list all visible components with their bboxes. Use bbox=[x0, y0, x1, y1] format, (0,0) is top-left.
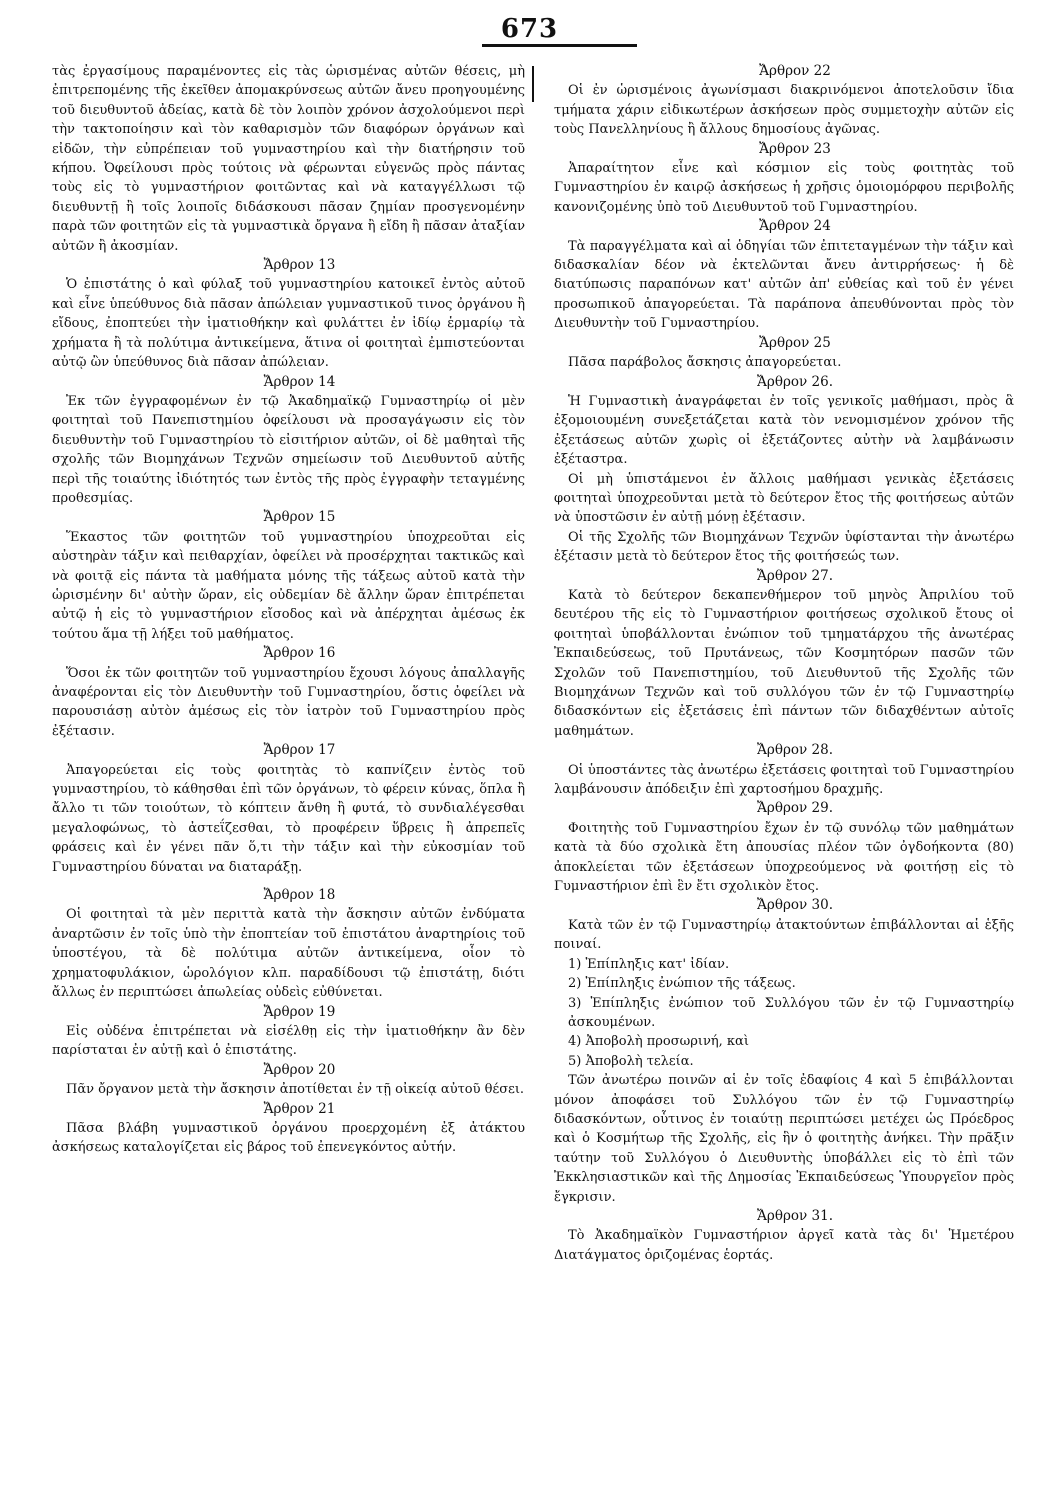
article-paragraph: Ὁ ἐπιστάτης ὁ καὶ φύλαξ τοῦ γυμναστηρίου κατοικεῖ ἐντὸς αὐτοῦ καὶ εἶνε ὑπεύθυνος διὰ πᾶσαν ἀπώλειαν γυμναστικοῦ τινος ὀργάνου ἢ εἴδους, ἐποπτεύει τὴν ἱματιοθήκην καὶ φυλάττει ἐν ἰδίῳ ἑρμαρίῳ τὰ χρήματα ἢ τὰ πολύτιμα ἀντικείμενα, ἅτινα οἱ φοιτηταὶ ἐμπιστεύονται αὐτῷ ὢν ὑπεύθυνος διὰ πᾶσαν ἀπώλειαν. bbox=[52, 277, 525, 371]
penalty-list-item: 3) Ἐπίπληξις ἐνώπιον τοῦ Συλλόγου τῶν ἐν τῷ Γυμναστηρίῳ ἀσκουμένων. bbox=[568, 995, 1014, 1030]
article-paragraph: Οἱ ὑποστάντες τὰς ἀνωτέρω ἐξετάσεις φοιτηταὶ τοῦ Γυμναστηρίου λαμβάνουσιν ἀπόδειξιν ἐπὶ χαρτοσήμου δραχμῆς. bbox=[554, 762, 1014, 798]
penalty-list-item: 1) Ἐπίπληξις κατ' ἰδίαν. bbox=[568, 956, 730, 972]
article-paragraph: Οἱ μὴ ὑπιστάμενοι ἐν ἄλλοις μαθήμασι γενικὰς ἐξετάσεις φοιτηταὶ ὑποχρεοῦνται μετὰ τὸ δεύτερον ἔτος τῆς φοιτήσεως αὐτῶν νὰ ὑποστῶσιν ἐν αὐτῇ μόνῃ ἐξέτασιν. bbox=[554, 471, 1014, 526]
article-heading: Ἄρθρον 22 bbox=[759, 63, 831, 79]
article-paragraph: Τὰ παραγγέλματα καὶ αἱ ὁδηγίαι τῶν ἐπιτεταγμένων τὴν τάξιν καὶ διδασκαλίαν δέον νὰ ἐκτελῶνται ἄνευ ἀντιρρήσεως· ἡ δὲ διατύπωσις παραπόνων κατ' αὐτῶν ἀπ' εὐθείας καὶ τοῦ ἐν γένει προσωπικοῦ ἀπαγορεύεται. Τὰ παράπονα ἀπευθύνονται πρὸς τὸν Διευθυντὴν τοῦ Γυμναστηρίου. bbox=[554, 238, 1014, 332]
article-paragraph: Ἐκ τῶν ἐγγραφομένων ἐν τῷ Ἀκαδημαϊκῷ Γυμναστηρίῳ οἱ μὲν φοιτηταὶ τοῦ Πανεπιστημίου ὀφείλουσι νὰ προσαγάγωσιν εἰς τὸν διευθυντὴν τοῦ Γυμναστηρίου τὸ εἰσιτήριον αὐτῶν, οἱ δὲ μαθηταὶ τῆς σχολῆς τῶν Βιομηχάνων Τεχνῶν σημείωσιν τοῦ Διευθυντοῦ αὐτῆς περὶ τῆς τοιαύτης ἰδιότητός των ἐντὸς τῆς πρὸς ἐγγραφὴν τεταγμένης προθεσμίας. bbox=[52, 393, 525, 506]
penalty-list-item: 4) Ἀποβολὴ προσωρινή, καὶ bbox=[568, 1034, 749, 1050]
article-heading: Ἄρθρον 14 bbox=[263, 373, 336, 390]
article-paragraph: Πᾶσα βλάβη γυμναστικοῦ ὀργάνου προερχομένη ἐξ ἀτάκτου ἀσκήσεως καταλογίζεται εἰς βάρος τοῦ ἐπενεγκόντος αὐτήν. bbox=[52, 1120, 525, 1156]
left-column bbox=[52, 62, 525, 1158]
article-paragraph: Κατὰ τὸ δεύτερον δεκαπενθήμερον τοῦ μηνὸς Ἀπριλίου τοῦ δευτέρου τῆς εἰς τὸ Γυμναστήριον φοιτήσεως σχολικοῦ ἔτους οἱ φοιτηταὶ ὑποβάλλονται ἐνώπιον τοῦ τμηματάρχου τῆς ἀνωτέρας Ἐκπαιδεύσεως, τοῦ Πρυτάνεως, τῶν Κοσμητόρων πασῶν τῶν Σχολῶν τοῦ Πανεπιστημίου, τοῦ Διευθυντοῦ τῆς Σχολῆς τῶν Βιομηχάνων Τεχνῶν καὶ τοῦ συλλόγου τῶν ἐν τῷ Γυμναστηρίῳ διδασκόντων εἰς ἐξετάσεις ἐπὶ πάντων τῶν διδαχθέντων αὐτοῖς μαθημάτων. bbox=[554, 587, 1014, 739]
article-heading: Ἄρθρον 17 bbox=[263, 742, 336, 759]
penalty-list-item: 2) Ἐπίπληξις ἐνώπιον τῆς τάξεως. bbox=[568, 976, 796, 992]
article-heading: Ἄρθρον 31. bbox=[756, 1207, 833, 1224]
article-heading: Ἄρθρον 29. bbox=[756, 800, 833, 817]
column-divider bbox=[532, 66, 534, 102]
article-paragraph: Ἀπαραίτητον εἶνε καὶ κόσμιον εἰς τοὺς φοιτητὰς τοῦ Γυμναστηρίου ἐν καιρῷ ἀσκήσεως ἡ χρῆσις ὁμοιομόρφου περιβολῆς κανονιζομένης ὑπὸ τοῦ Διευθυντοῦ τοῦ Γυμναστηρίου. bbox=[554, 161, 1014, 215]
article-paragraph: Οἱ φοιτηταὶ τὰ μὲν περιττὰ κατὰ τὴν ἄσκησιν αὐτῶν ἐνδύματα ἀναρτῶσιν ἐν τοῖς ὑπὸ τὴν ἐποπτείαν τοῦ ἐπιστάτου ἀναρτηρίοις τοῦ ὑποστέγου, τὰ δὲ πολύτιμα αὐτῶν ἀντικείμενα, οἷον τὸ χρηματοφυλάκιον, ὡρολόγιον κλπ. παραδίδουσι τῷ ἐπιστάτῃ, διότι ἄλλως ἐν περιπτώσει ἀπωλείας οὐδεὶς εὐθύνεται. bbox=[52, 907, 525, 1001]
penalty-list-item: 5) Ἀποβολὴ τελεία. bbox=[568, 1053, 694, 1069]
article-paragraph: Κατὰ τῶν ἐν τῷ Γυμναστηρίῳ ἀτακτούντων ἐπιβάλλονται αἱ ἑξῆς ποιναί. bbox=[554, 917, 1014, 953]
article-paragraph: Εἰς οὐδένα ἐπιτρέπεται νὰ εἰσέλθῃ εἰς τὴν ἱματιοθήκην ἂν δὲν παρίσταται ἐν αὐτῇ καὶ ὁ ἐπιστάτης. bbox=[52, 1023, 525, 1059]
article-paragraph: Τὸ Ἀκαδημαϊκὸν Γυμναστήριον ἀργεῖ κατὰ τὰς δι' Ἡμετέρου Διατάγματος ὁριζομένας ἑορτάς. bbox=[554, 1228, 1014, 1263]
article-paragraph: Πᾶν ὄργανον μετὰ τὴν ἄσκησιν ἀποτίθεται ἐν τῇ οἰκείᾳ αὐτοῦ θέσει. bbox=[66, 1082, 525, 1098]
article-heading: Ἄρθρον 16 bbox=[263, 645, 336, 662]
article-heading: Ἄρθρον 26. bbox=[756, 373, 833, 390]
article-heading: Ἄρθρον 27. bbox=[756, 567, 833, 584]
article-heading: Ἄρθρον 25 bbox=[759, 334, 831, 351]
article-heading: Ἄρθρον 21 bbox=[263, 1100, 336, 1117]
article-heading: Ἄρθρον 28. bbox=[756, 742, 833, 759]
article-paragraph: τὰς ἐργασίμους παραμένοντες εἰς τὰς ὡρισμένας αὐτῶν θέσεις, μὴ ἐπιτρεπομένης τῆς ἐκεῖθεν ἀπομακρύνσεως αὐτῶν ἄνευ προηγουμένης τοῦ διευθυντοῦ ἀδείας, κατὰ δὲ τὸν λοιπὸν χρόνον ἀσχολούμενοι περὶ τὴν τακτοποίησιν καὶ τὸν καθαρισμὸν τῶν διαφόρων ὀργάνων καὶ εἰδῶν, τὴν εὐπρέπειαν τοῦ γυμναστηρίου καὶ τὴν διατήρησιν τοῦ κήπου. Ὀφείλουσι πρὸς τούτοις νὰ φέρωνται εὐγενῶς πρὸς πάντας τοὺς εἰς τὸ γυμναστήριον φοιτῶντας καὶ νὰ καταγγέλλωσι τῷ διευθυντῇ ἢ τοῖς λοιποῖς διδάσκουσι πᾶσαν ζημίαν προσγενομένην παρὰ τῶν φοιτητῶν εἰς τὰ γυμναστικὰ ὄργανα ἢ εἴδη ἢ πᾶσαν ἀταξίαν αὐτῶν ἢ ἀκοσμίαν. bbox=[52, 64, 525, 254]
article-paragraph: Ὅσοι ἐκ τῶν φοιτητῶν τοῦ γυμναστηρίου ἔχουσι λόγους ἀπαλλαγῆς ἀναφέρονται εἰς τὸν Διευθυντὴν τοῦ Γυμναστηρίου, ὅστις ὀφείλει νὰ παρουσιάσῃ αὐτὸν ἀμέσως εἰς τὸν ἰατρὸν τοῦ Γυμναστηρίου πρὸς ἐξέτασιν. bbox=[52, 665, 525, 739]
article-heading: Ἄρθρον 24 bbox=[759, 218, 831, 235]
article-heading: Ἄρθρον 30. bbox=[756, 897, 833, 914]
article-heading: Ἄρθρον 19 bbox=[263, 1003, 336, 1020]
article-heading: Ἄρθρον 18 bbox=[263, 887, 336, 904]
right-column bbox=[554, 62, 1014, 1265]
page-number: 673 bbox=[500, 14, 559, 44]
article-paragraph: Ἀπαγορεύεται εἰς τοὺς φοιτητὰς τὸ καπνίζειν ἐντὸς τοῦ γυμναστηρίου, τὸ κάθησθαι ἐπὶ τῶν ὀργάνων, τὸ φέρειν κύνας, ὅπλα ἢ ἄλλο τι τῶν τοιούτων, τὸ κόπτειν ἄνθη ἢ φυτά, τὸ συνδιαλέγεσθαι μεγαλοφώνως, τὸ ἀστεΐζεσθαι, τὸ προφέρειν ὕβρεις ἢ ἀπρεπεῖς φράσεις καὶ ἐν γένει πᾶν ὅ,τι τὴν τάξιν καὶ τὴν εὐκοσμίαν τοῦ Γυμναστηρίου δύναται να διαταράξῃ. bbox=[52, 762, 525, 875]
page-number-rule bbox=[482, 44, 637, 47]
article-heading: Ἄρθρον 13 bbox=[263, 257, 336, 274]
article-paragraph: Ἡ Γυμναστικὴ ἀναγράφεται ἐν τοῖς γενικοῖς μαθήμασι, πρὸς ἃ ἐξομοιουμένη συνεξετάζεται κατὰ τὸν νενομισμένον χρόνον τῆς ἐξετάσεως αὐτῶν χωρὶς οἱ ἐξετάζοντες αὐτὴν νὰ λαμβάνωσιν ἐξέταστρα. bbox=[554, 393, 1014, 468]
article-paragraph: Τῶν ἀνωτέρω ποινῶν αἱ ἐν τοῖς ἐδαφίοις 4 καὶ 5 ἐπιβάλλονται μόνον ἀποφάσει τοῦ Συλλόγου τῶν ἐν τῷ Γυμναστηρίῳ διδασκόντων, οὗτινος ἐν τοιαύτῃ περιπτώσει μετέχει ὡς Πρόεδρος καὶ ὁ Κοσμήτωρ τῆς Σχολῆς, εἰς ἣν ὁ φοιτητὴς ἀνήκει. Τὴν πρᾶξιν ταύτην τοῦ Συλλόγου ὁ Διευθυντὴς ὑποβάλλει εἰς τὸ ἐπὶ τῶν Ἐκκλησιαστικῶν καὶ τῆς Δημοσίας Ἐκπαιδεύσεως Ὑπουργεῖον πρὸς ἔγκρισιν. bbox=[554, 1073, 1014, 1205]
article-paragraph: Οἱ τῆς Σχολῆς τῶν Βιομηχάνων Τεχνῶν ὑφίστανται τὴν ἀνωτέρω ἐξέτασιν μετὰ τὸ δεύτερον ἔτος τῆς φοιτήσεώς των. bbox=[554, 529, 1014, 565]
article-paragraph: Οἱ ἐν ὡρισμένοις ἀγωνίσμασι διακρινόμενοι ἀποτελοῦσιν ἴδια τμήματα χάριν εἰδικωτέρων ἀσκήσεων πρὸς συμμετοχὴν αὐτῶν εἰς τοὺς Πανελληνίους ἢ ἄλλους δημοσίους ἀγῶνας. bbox=[554, 83, 1014, 138]
article-paragraph: Φοιτητὴς τοῦ Γυμναστηρίου ἔχων ἐν τῷ συνόλῳ τῶν μαθημάτων κατὰ τὰ δύο σχολικὰ ἔτη ἀπουσίας πλέον τῶν ὀγδοήκοντα (80) ἀποκλείεται τῶν ἐξετάσεων ὑποχρεούμενος νὰ φοιτήσῃ εἰς τὸ Γυμναστήριον ἐπὶ ἓν ἔτι σχολικὸν ἔτος. bbox=[554, 820, 1014, 895]
article-paragraph: Ἕκαστος τῶν φοιτητῶν τοῦ γυμναστηρίου ὑποχρεοῦται εἰς αὐστηρὰν τάξιν καὶ πειθαρχίαν, ὀφείλει νὰ προσέρχηται τακτικῶς καὶ νὰ φοιτᾷ εἰς πάντα τὰ μαθήματα μόνης τῆς τάξεως αὐτοῦ κατὰ τὴν ὡρισμένην δι' αὐτὴν ὥραν, εἰς οὐδεμίαν δὲ ἄλλην ὥραν ἐπιτρέπεται αὐτῷ ἡ εἰς τὸ γυμναστήριον εἴσοδος καὶ νὰ ἀπέρχηται ἀμέσως ἐκ τούτου ἅμα τῇ λήξει τοῦ μαθήματος. bbox=[52, 529, 525, 642]
article-paragraph: Πᾶσα παράβολος ἄσκησις ἀπαγορεύεται. bbox=[568, 355, 842, 371]
article-heading: Ἄρθρον 20 bbox=[263, 1061, 336, 1078]
article-heading: Ἄρθρον 23 bbox=[759, 140, 831, 157]
article-heading: Ἄρθρον 15 bbox=[263, 509, 336, 526]
